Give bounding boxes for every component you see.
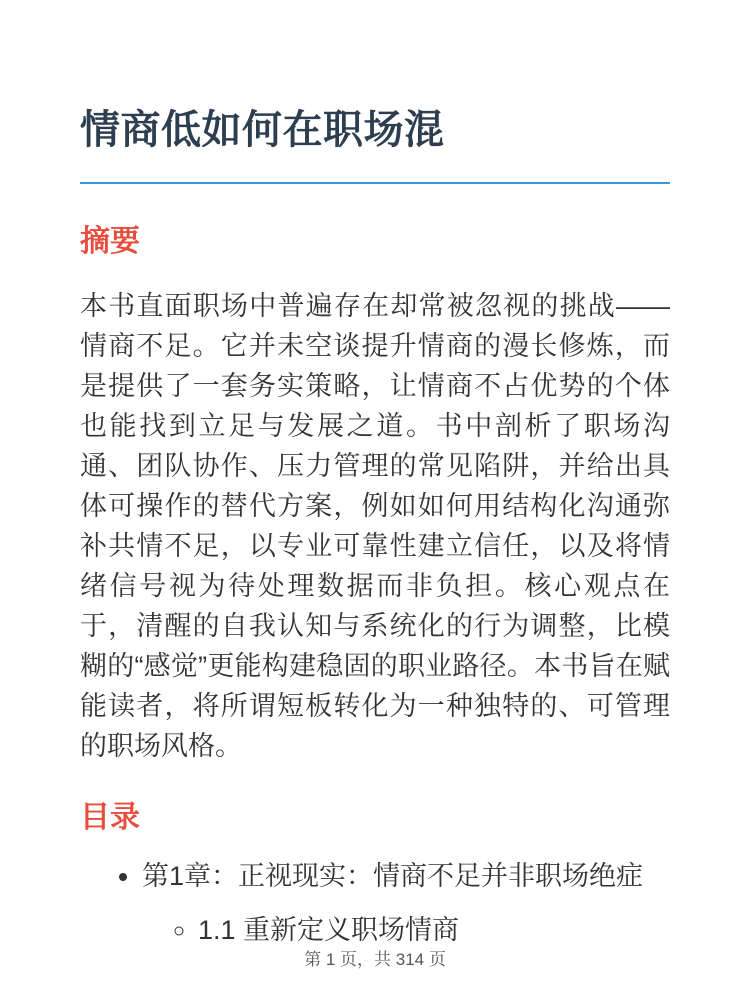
title-divider (80, 182, 670, 184)
page-title: 情商低如何在职场混 (80, 108, 445, 152)
abstract-paragraph: 本书直面职场中普遍存在却常被忽视的挑战——情商不足。它并未空谈提升情商的漫长修炼，而是提供了一套务实策略，让情商不占优势的个体也能找到立足与发展之道。书中剖析了职场沟通、团队协作、压力管理的常见陷阱，并给出具体可操作的替代方案，例如如何用结构化沟通弥补共情不足，以专业可靠性建立信任，以及将情绪信号视为待处理数据而非负担。核心观点在于，清醒的自我认知与系统化的行为调整，比模糊的“感觉”更能构建稳固的职业路径。本书旨在赋能读者，将所谓短板转化为一种独特的、可管理的职场风格。 (80, 291, 670, 761)
toc-item-chapter-1 (142, 856, 670, 950)
toc-subitem-1-1 (198, 910, 670, 950)
toc-item-label: 第1章：正视现实：情商不足并非职场绝症 (142, 861, 644, 891)
toc-subitem-label: 1.1 重新定义职场情商 (198, 915, 460, 945)
abstract-heading: 摘要 (80, 225, 140, 258)
toc-heading: 目录 (80, 801, 140, 834)
page-number-indicator: 第 1 页，共 314 页 (304, 950, 446, 969)
toc-sublist (142, 910, 670, 950)
toc-list (80, 856, 670, 950)
